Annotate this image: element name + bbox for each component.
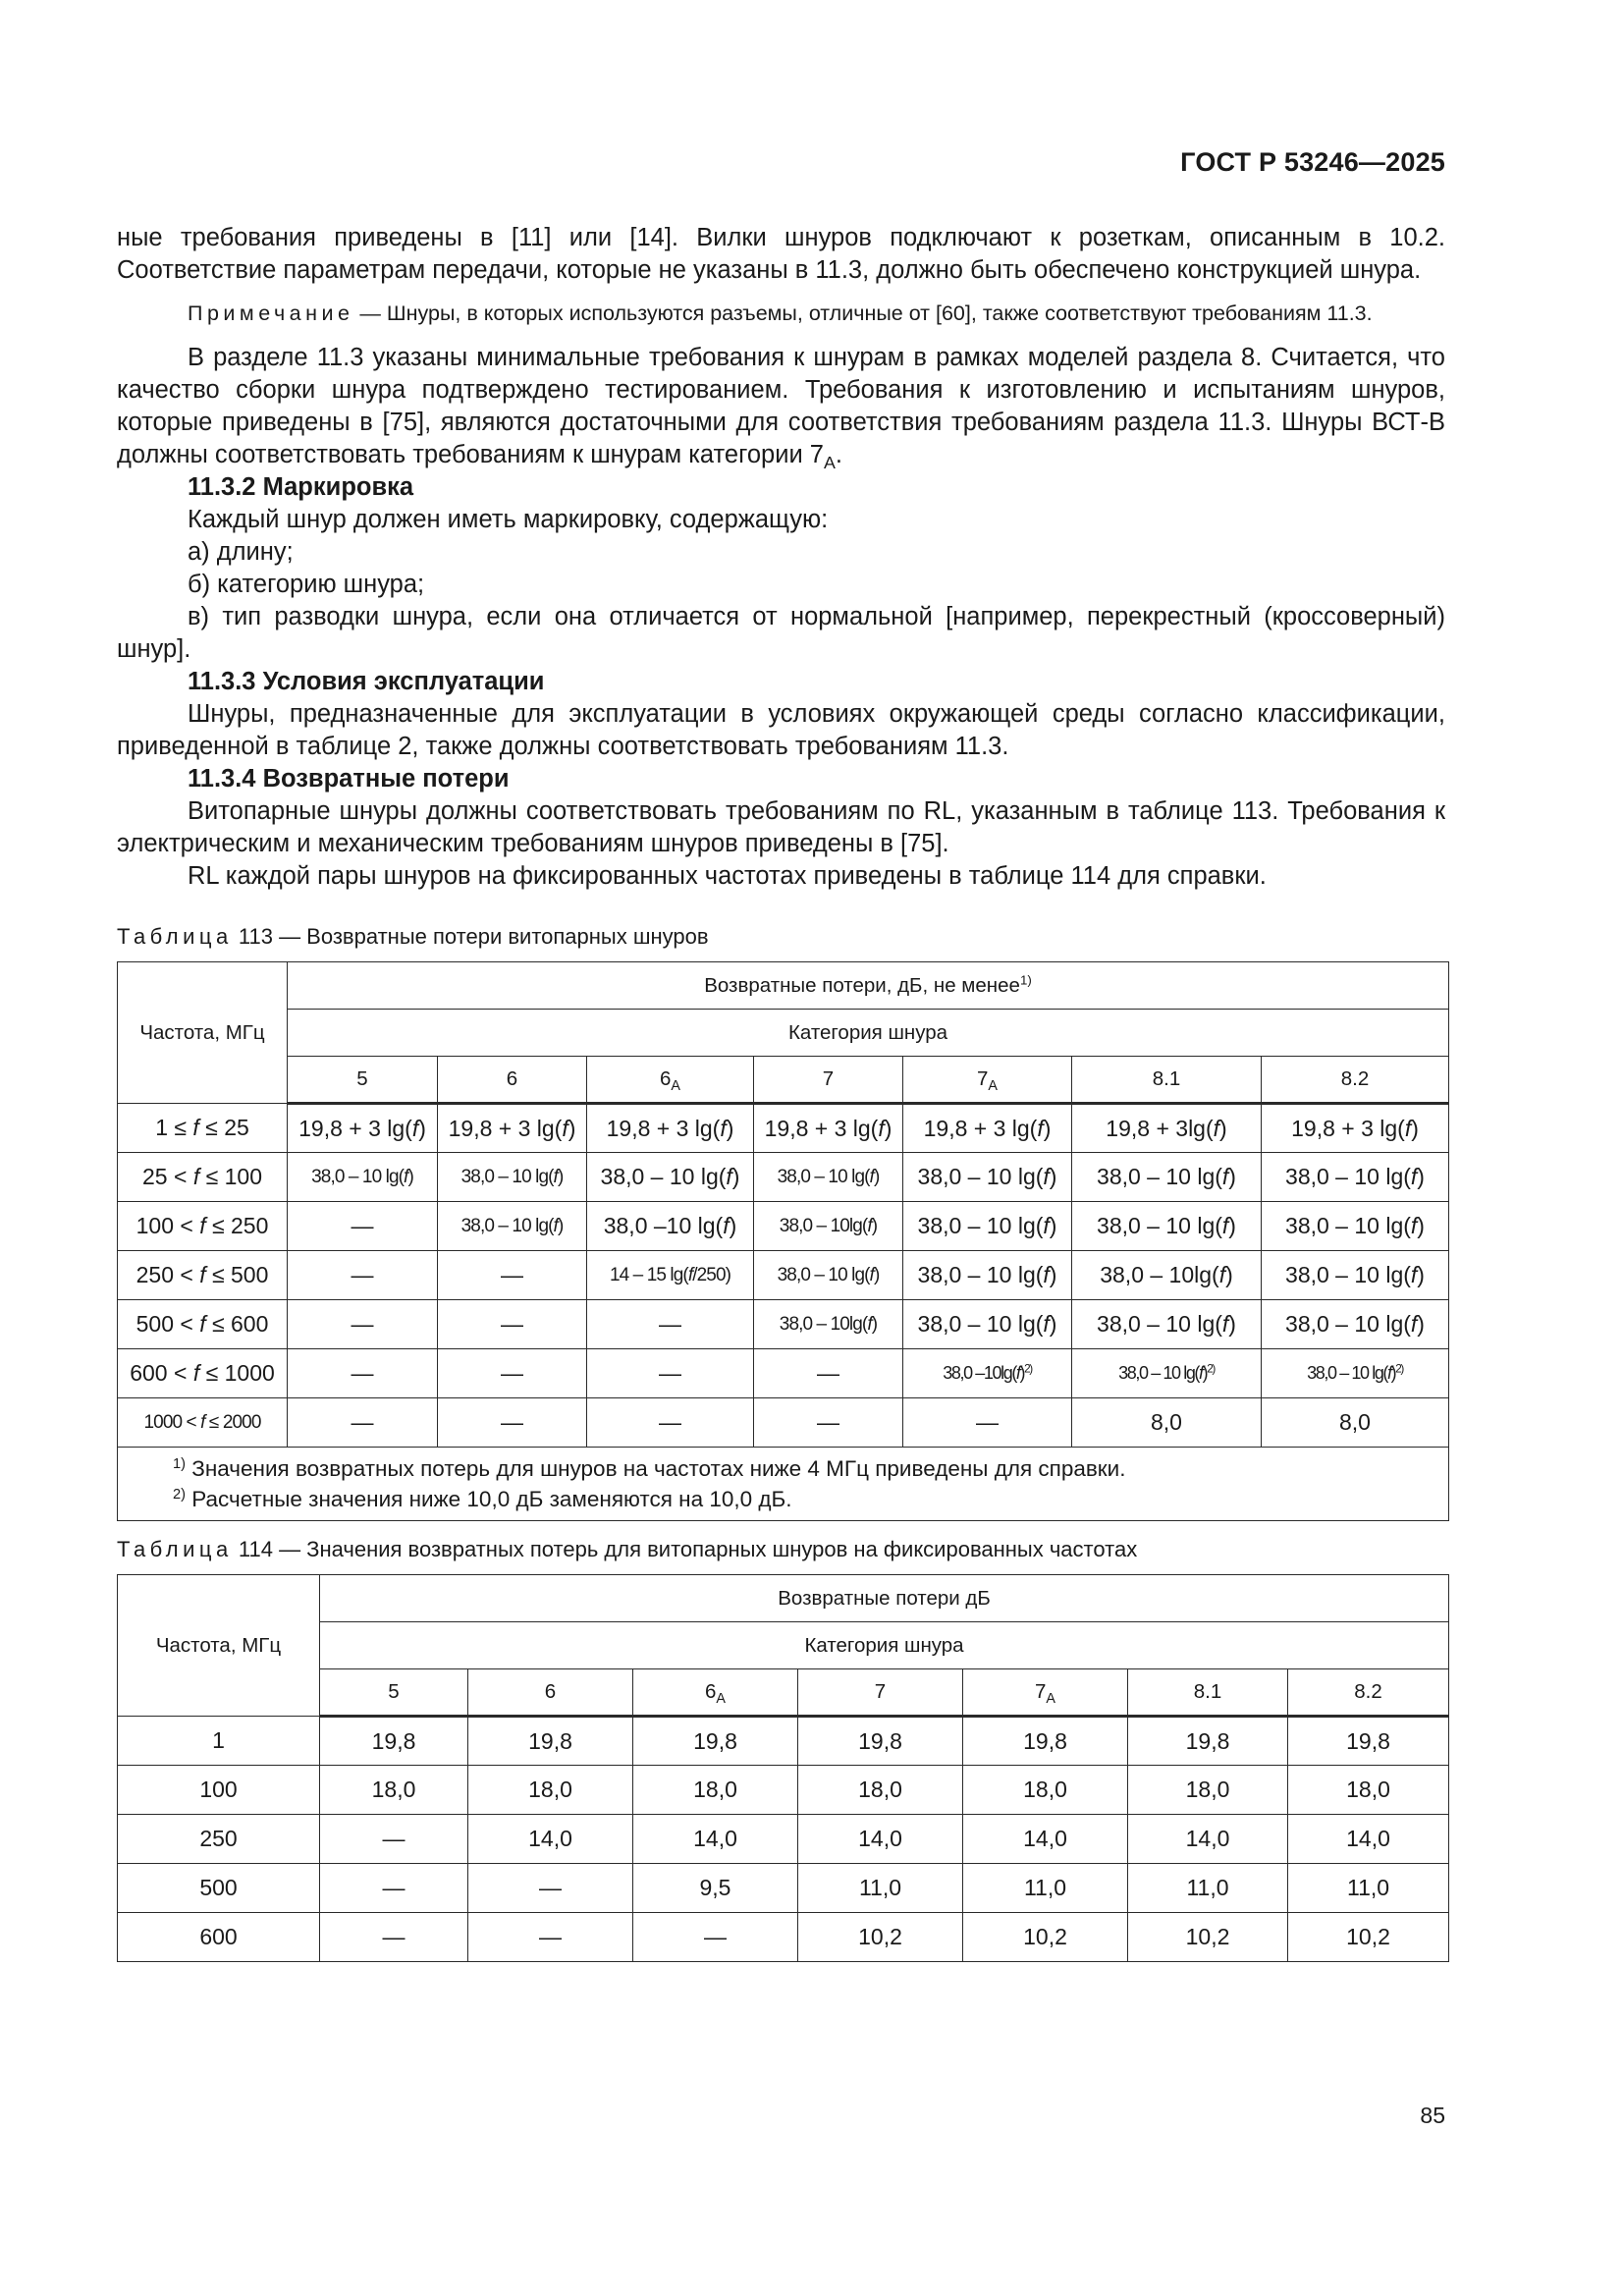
- table-113-header-return-loss-text: Возвратные потери, дБ, не менее: [704, 973, 1020, 997]
- table-113-header-category: Категория шнура: [288, 1010, 1449, 1057]
- formula-text: 19,8 + 3 lg(: [923, 1115, 1038, 1141]
- freq-to: ≤ 100: [199, 1164, 262, 1189]
- freq-var: f: [1221, 1164, 1229, 1189]
- formula-close: ): [1228, 1213, 1236, 1238]
- formula-cell: [587, 1104, 754, 1153]
- formula-text: 19,8 + 3 lg(: [764, 1115, 879, 1141]
- dash-cell: —: [288, 1202, 438, 1251]
- formula-close: ): [568, 1115, 576, 1141]
- formula-cell: [1262, 1300, 1449, 1349]
- freq-var: f: [1043, 1311, 1050, 1337]
- dash-cell: —: [754, 1398, 903, 1448]
- formula-cell: [288, 1153, 438, 1202]
- freq-var: f: [192, 1115, 199, 1140]
- freq-range: [118, 1153, 288, 1202]
- formula-text: 38,0 – 10 lg(: [460, 1166, 554, 1187]
- value-cell: 8,0: [1262, 1398, 1449, 1448]
- table-114-cat-7a: [963, 1669, 1128, 1717]
- table-114-cat-6: 6: [468, 1669, 633, 1717]
- table-114-header-category: Категория шнура: [320, 1622, 1449, 1669]
- note: [117, 299, 1445, 328]
- freq-from: 1 ≤: [155, 1115, 193, 1140]
- dash-cell: —: [754, 1349, 903, 1398]
- freq-cell: 100: [118, 1766, 320, 1815]
- formula-text: 38,0 – 10lg(: [779, 1215, 868, 1236]
- freq-to: ≤ 2000: [204, 1411, 261, 1433]
- freq-var: f: [1404, 1115, 1412, 1141]
- dash-cell: —: [320, 1815, 468, 1864]
- formula-text: 38,0 –10lg(: [943, 1363, 1016, 1383]
- paragraph-operating-conditions: Шнуры, предназначенные для эксплуатации в условиях окружающей среды согласно классификации, приведенной в таблице 2, также должны соответствовать требованиям 11.3.: [117, 700, 1445, 760]
- formula-cell: [438, 1202, 587, 1251]
- formula-text: 38,0 – 10 lg(: [1285, 1262, 1411, 1287]
- freq-range: [118, 1349, 288, 1398]
- formula-close: ): [1049, 1213, 1057, 1238]
- document-id: ГОСТ Р 53246—2025: [1180, 147, 1445, 177]
- formula-close: ): [1219, 1115, 1227, 1141]
- formula-text: 38,0 – 10 lg(: [1285, 1164, 1411, 1189]
- category-subscript: A: [823, 453, 836, 473]
- freq-var: f: [867, 1313, 872, 1335]
- table-113-footnotes-cell: [118, 1448, 1449, 1521]
- formula-cell: [1262, 1104, 1449, 1153]
- freq-var: f: [1043, 1262, 1050, 1287]
- formula-text: 38,0 – 10 lg(: [917, 1213, 1044, 1238]
- formula-cell: [1262, 1349, 1449, 1398]
- table-113-cat-8-2: 8.2: [1262, 1057, 1449, 1104]
- value-cell: 14,0: [1128, 1815, 1288, 1864]
- list-item-b: б) категорию шнура;: [188, 571, 425, 598]
- formula-cell: [288, 1104, 438, 1153]
- value-cell: 10,2: [798, 1913, 963, 1962]
- formula-close: ): [731, 1164, 740, 1189]
- freq-to: ≤ 1000: [199, 1360, 275, 1386]
- table-row: [118, 1202, 1449, 1251]
- freq-cell: 500: [118, 1864, 320, 1913]
- table-114-cat-8-1: 8.1: [1128, 1669, 1288, 1717]
- formula-close: ): [871, 1313, 878, 1335]
- formula-text: 38,0 – 10 lg(: [1118, 1363, 1200, 1383]
- formula-cell: [438, 1104, 587, 1153]
- table-114-cat-5: 5: [320, 1669, 468, 1717]
- formula-cell: [903, 1104, 1072, 1153]
- note-text: — Шнуры, в которых используются разъемы, отличные от [60], также соответствуют требованиям 11.3.: [353, 301, 1373, 325]
- freq-var: f: [1218, 1262, 1226, 1287]
- paragraph-marking: Каждый шнур должен иметь маркировку, содержащую:: [188, 506, 829, 533]
- value-cell: 19,8: [1288, 1717, 1449, 1766]
- formula-close: ): [418, 1115, 426, 1141]
- freq-var: f: [1221, 1311, 1229, 1337]
- formula-close: ): [1411, 1115, 1419, 1141]
- value-cell: 8,0: [1072, 1398, 1262, 1448]
- table-113-cat-8-1: 8.1: [1072, 1057, 1262, 1104]
- formula-tail: /250): [692, 1264, 731, 1285]
- value-cell: 14,0: [1288, 1815, 1449, 1864]
- paragraph-continued: ные требования приведены в [11] или [14]. Вилки шнуров подключают к розеткам, описанным в 10.2. Соответствие параметрам передачи, которые не указаны в 11.3, должно быть обеспечено конструкцией шнура.: [117, 224, 1445, 284]
- formula-close: ): [1417, 1213, 1425, 1238]
- footnote-1: [173, 1453, 1448, 1484]
- formula-close: ): [1202, 1363, 1208, 1383]
- table-114-cat-6a: [633, 1669, 798, 1717]
- formula-close: ): [1019, 1363, 1025, 1383]
- freq-var: f: [867, 1215, 872, 1236]
- page-number: 85: [1420, 2103, 1445, 2128]
- formula-cell: [587, 1251, 754, 1300]
- formula-cell: [903, 1251, 1072, 1300]
- freq-var: f: [878, 1115, 885, 1141]
- formula-text: 38,0 –10 lg(: [603, 1213, 724, 1238]
- table-row: [118, 1717, 1449, 1766]
- table-113-caption-text: 113 — Возвратные потери витопарных шнуров: [232, 924, 709, 949]
- heading-11-3-3: 11.3.3 Условия эксплуатации: [188, 668, 545, 695]
- formula-text: 38,0 – 10 lg(: [311, 1166, 405, 1187]
- formula-cell: [1072, 1104, 1262, 1153]
- formula-close: ): [557, 1215, 564, 1236]
- value-cell: 18,0: [963, 1766, 1128, 1815]
- formula-close: ): [873, 1166, 880, 1187]
- freq-from: 600 <: [130, 1360, 193, 1386]
- dash-cell: —: [468, 1864, 633, 1913]
- freq-var: f: [199, 1262, 206, 1287]
- table-113-caption-label: Таблица: [117, 924, 233, 949]
- formula-close: ): [407, 1166, 413, 1187]
- footnote-ref-2: 2): [1207, 1362, 1215, 1376]
- freq-var: f: [1410, 1164, 1418, 1189]
- table-114-header-frequency: Частота, МГц: [118, 1575, 320, 1717]
- cat-7a-number: 7: [1035, 1680, 1047, 1703]
- freq-cell: 600: [118, 1913, 320, 1962]
- value-cell: 14,0: [633, 1815, 798, 1864]
- formula-cell: [903, 1349, 1072, 1398]
- formula-close: ): [1390, 1363, 1396, 1383]
- freq-from: 25 <: [142, 1164, 193, 1189]
- freq-var: f: [1037, 1115, 1044, 1141]
- freq-var: f: [553, 1166, 558, 1187]
- value-cell: 18,0: [633, 1766, 798, 1815]
- formula-cell: [1072, 1349, 1262, 1398]
- formula-close: ): [1043, 1115, 1052, 1141]
- freq-var: f: [404, 1166, 408, 1187]
- table-row: [118, 1398, 1449, 1448]
- formula-text: 19,8 + 3 lg(: [448, 1115, 563, 1141]
- footnote-2-text: Расчетные значения ниже 10,0 дБ заменяются на 10,0 дБ.: [186, 1487, 792, 1511]
- dash-cell: —: [288, 1300, 438, 1349]
- value-cell: 11,0: [1128, 1864, 1288, 1913]
- note-label: Примечание: [188, 301, 354, 325]
- document-body: [117, 222, 1445, 1962]
- table-114-body: [118, 1717, 1449, 1962]
- table-113-cat-5: 5: [288, 1057, 438, 1104]
- table-114-caption-text: 114 — Значения возвратных потерь для витопарных шнуров на фиксированных частотах: [232, 1537, 1138, 1561]
- value-cell: 10,2: [1128, 1913, 1288, 1962]
- dash-cell: —: [288, 1398, 438, 1448]
- value-cell: 18,0: [1128, 1766, 1288, 1815]
- freq-range: [118, 1251, 288, 1300]
- footnote-ref-2: 2): [1395, 1362, 1403, 1376]
- formula-close: ): [726, 1115, 734, 1141]
- cat-7a-subscript: A: [1046, 1691, 1055, 1708]
- freq-var: f: [726, 1164, 732, 1189]
- formula-close: ): [873, 1264, 880, 1285]
- dash-cell: —: [320, 1913, 468, 1962]
- formula-cell: [903, 1202, 1072, 1251]
- paragraph-end: .: [835, 441, 842, 468]
- formula-cell: [1262, 1202, 1449, 1251]
- freq-to: ≤ 600: [205, 1311, 269, 1337]
- freq-var: f: [1199, 1363, 1203, 1383]
- formula-text: 38,0 – 10 lg(: [777, 1166, 870, 1187]
- formula-cell: [587, 1153, 754, 1202]
- value-cell: 10,2: [963, 1913, 1128, 1962]
- value-cell: 18,0: [320, 1766, 468, 1815]
- heading-11-3-4: 11.3.4 Возвратные потери: [188, 765, 510, 793]
- list-item-a: а) длину;: [188, 538, 294, 566]
- formula-text: 38,0 – 10 lg(: [917, 1164, 1044, 1189]
- table-row: [118, 1251, 1449, 1300]
- freq-var: f: [720, 1115, 727, 1141]
- dash-cell: —: [438, 1398, 587, 1448]
- paragraph-requirements-text: В разделе 11.3 указаны минимальные требования к шнурам в рамках моделей раздела 8. Считается, что качество сборки шнура подтверждено тестированием. Требования к изготовлению и испытаниям шнуров, которые приведены в [75], являются достаточными для соответствия требованиям раздела 11.3. Шнуры ВСТ-В должны соответствовать требованиям к шнурам категории 7: [117, 344, 1445, 468]
- formula-cell: [754, 1202, 903, 1251]
- formula-close: ): [871, 1215, 878, 1236]
- freq-var: f: [723, 1213, 730, 1238]
- formula-text: 38,0 – 10 lg(: [600, 1164, 727, 1189]
- freq-var: f: [1015, 1363, 1020, 1383]
- freq-from: 250 <: [135, 1262, 200, 1287]
- freq-var: f: [411, 1115, 419, 1141]
- formula-cell: [1072, 1202, 1262, 1251]
- table-row: [118, 1766, 1449, 1815]
- formula-cell: [438, 1153, 587, 1202]
- footnote-ref-1: 1): [1019, 972, 1032, 988]
- freq-var: f: [199, 1311, 206, 1337]
- dash-cell: —: [288, 1349, 438, 1398]
- formula-text: 38,0 – 10 lg(: [460, 1215, 554, 1236]
- freq-var: f: [1410, 1262, 1418, 1287]
- dash-cell: —: [320, 1864, 468, 1913]
- value-cell: 9,5: [633, 1864, 798, 1913]
- value-cell: 18,0: [798, 1766, 963, 1815]
- footnote-2: [173, 1484, 1448, 1514]
- formula-close: ): [1417, 1164, 1425, 1189]
- formula-close: ): [1049, 1311, 1057, 1337]
- formula-close: ): [1228, 1311, 1236, 1337]
- table-row: [118, 1864, 1449, 1913]
- table-113-cat-6: 6: [438, 1057, 587, 1104]
- table-113-cat-6a: [587, 1057, 754, 1104]
- cat-7a-subscript: A: [988, 1078, 998, 1095]
- formula-close: ): [729, 1213, 737, 1238]
- dash-cell: —: [438, 1349, 587, 1398]
- freq-from: 1000 <: [143, 1411, 201, 1433]
- paragraph-fixed-frequencies: RL каждой пары шнуров на фиксированных частотах приведены в таблице 114 для справки.: [188, 862, 1267, 890]
- freq-to: ≤ 250: [205, 1213, 269, 1238]
- formula-text: 38,0 – 10 lg(: [1307, 1363, 1388, 1383]
- dash-cell: —: [587, 1300, 754, 1349]
- formula-cell: [1262, 1153, 1449, 1202]
- table-114-cat-7: 7: [798, 1669, 963, 1717]
- footnote-2-mark: 2): [173, 1486, 186, 1503]
- formula-close: ): [557, 1166, 564, 1187]
- freq-to: ≤ 500: [205, 1262, 269, 1287]
- formula-text: 38,0 – 10 lg(: [917, 1311, 1044, 1337]
- value-cell: 18,0: [1288, 1766, 1449, 1815]
- freq-var: f: [1221, 1213, 1229, 1238]
- freq-cell: 250: [118, 1815, 320, 1864]
- freq-var: f: [1213, 1115, 1220, 1141]
- value-cell: 14,0: [468, 1815, 633, 1864]
- table-113-cat-7: 7: [754, 1057, 903, 1104]
- formula-text: 38,0 – 10lg(: [779, 1313, 868, 1335]
- formula-close: ): [1228, 1164, 1236, 1189]
- paragraph-requirements: [117, 342, 1445, 471]
- cat-6a-number: 6: [705, 1680, 717, 1703]
- table-114-header-return-loss: Возвратные потери дБ: [320, 1575, 1449, 1622]
- freq-var: f: [869, 1166, 874, 1187]
- freq-range: [118, 1104, 288, 1153]
- footnote-1-text: Значения возвратных потерь для шнуров на частотах ниже 4 МГц приведены для справки.: [186, 1456, 1126, 1481]
- value-cell: 18,0: [468, 1766, 633, 1815]
- value-cell: 19,8: [320, 1717, 468, 1766]
- value-cell: 14,0: [798, 1815, 963, 1864]
- value-cell: 11,0: [963, 1864, 1128, 1913]
- table-113: [117, 961, 1449, 1521]
- formula-text: 38,0 – 10lg(: [1100, 1262, 1219, 1287]
- table-row: [118, 1349, 1449, 1398]
- formula-cell: [754, 1251, 903, 1300]
- formula-text: 38,0 – 10 lg(: [1285, 1311, 1411, 1337]
- cat-6a-subscript: A: [671, 1078, 680, 1095]
- table-113-footnotes: [118, 1448, 1449, 1521]
- value-cell: 14,0: [963, 1815, 1128, 1864]
- table-row: [118, 1300, 1449, 1349]
- value-cell: 19,8: [798, 1717, 963, 1766]
- freq-var: f: [1043, 1164, 1050, 1189]
- formula-cell: [903, 1153, 1072, 1202]
- formula-cell: [1262, 1251, 1449, 1300]
- cat-7a-number: 7: [977, 1067, 989, 1090]
- dash-cell: —: [587, 1398, 754, 1448]
- table-114-caption: [117, 1535, 1445, 1564]
- table-113-caption: [117, 922, 1445, 952]
- formula-close: ): [1225, 1262, 1233, 1287]
- formula-text: 38,0 – 10 lg(: [1097, 1311, 1222, 1337]
- freq-var: f: [192, 1164, 200, 1189]
- formula-cell: [587, 1202, 754, 1251]
- dash-cell: —: [468, 1913, 633, 1962]
- value-cell: 11,0: [798, 1864, 963, 1913]
- formula-text: 14 – 15 lg(: [609, 1264, 688, 1285]
- formula-text: 38,0 – 10 lg(: [917, 1262, 1044, 1287]
- freq-var: f: [869, 1264, 874, 1285]
- formula-text: 38,0 – 10 lg(: [1097, 1213, 1222, 1238]
- formula-text: 38,0 – 10 lg(: [777, 1264, 870, 1285]
- table-row: [118, 1104, 1449, 1153]
- freq-var: f: [687, 1264, 693, 1285]
- formula-close: ): [1417, 1311, 1425, 1337]
- freq-range: [118, 1300, 288, 1349]
- list-item-c: в) тип разводки шнура, если она отличается от нормальной [например, перекрестный (кроссоверный) шнур].: [117, 603, 1445, 663]
- formula-text: 19,8 + 3lg(: [1106, 1115, 1214, 1141]
- table-113-header-frequency: Частота, МГц: [118, 962, 288, 1104]
- value-cell: 19,8: [633, 1717, 798, 1766]
- freq-from: 100 <: [135, 1213, 200, 1238]
- formula-cell: [903, 1300, 1072, 1349]
- table-113-header-return-loss: [288, 962, 1449, 1010]
- freq-range: [118, 1398, 288, 1448]
- formula-close: ): [1049, 1164, 1057, 1189]
- freq-var: f: [553, 1215, 558, 1236]
- freq-var: f: [200, 1411, 205, 1433]
- formula-close: ): [1417, 1262, 1425, 1287]
- dash-cell: —: [438, 1251, 587, 1300]
- table-114-caption-label: Таблица: [117, 1537, 233, 1561]
- formula-cell: [754, 1104, 903, 1153]
- freq-var: f: [1387, 1363, 1391, 1383]
- freq-var: f: [562, 1115, 568, 1141]
- dash-cell: —: [288, 1251, 438, 1300]
- value-cell: 10,2: [1288, 1913, 1449, 1962]
- dash-cell: —: [587, 1349, 754, 1398]
- freq-var: f: [1410, 1213, 1418, 1238]
- heading-11-3-2: 11.3.2 Маркировка: [188, 473, 414, 501]
- formula-cell: [754, 1153, 903, 1202]
- dash-cell: —: [903, 1398, 1072, 1448]
- cat-6a-number: 6: [660, 1067, 672, 1090]
- formula-cell: [1072, 1153, 1262, 1202]
- dash-cell: —: [633, 1913, 798, 1962]
- formula-text: 38,0 – 10 lg(: [1097, 1164, 1222, 1189]
- table-row: [118, 1153, 1449, 1202]
- value-cell: 19,8: [1128, 1717, 1288, 1766]
- formula-cell: [1072, 1300, 1262, 1349]
- value-cell: 11,0: [1288, 1864, 1449, 1913]
- freq-var: f: [192, 1360, 200, 1386]
- freq-var: f: [1410, 1311, 1418, 1337]
- footnote-1-mark: 1): [173, 1455, 186, 1472]
- formula-text: 19,8 + 3 lg(: [1291, 1115, 1405, 1141]
- formula-text: 38,0 – 10 lg(: [1285, 1213, 1411, 1238]
- formula-text: 19,8 + 3 lg(: [298, 1115, 412, 1141]
- dash-cell: —: [438, 1300, 587, 1349]
- paragraph-return-loss: Витопарные шнуры должны соответствовать требованиям по RL, указанным в таблице 113. Требования к электрическим и механическим требованиям шнуров приведены в [75].: [117, 797, 1445, 857]
- formula-close: ): [884, 1115, 893, 1141]
- freq-var: f: [1043, 1213, 1050, 1238]
- freq-range: [118, 1202, 288, 1251]
- formula-close: ): [1049, 1262, 1057, 1287]
- table-row: [118, 1815, 1449, 1864]
- cat-6a-subscript: A: [716, 1691, 726, 1708]
- formula-cell: [1072, 1251, 1262, 1300]
- formula-text: 19,8 + 3 lg(: [606, 1115, 721, 1141]
- table-row: [118, 1913, 1449, 1962]
- freq-from: 500 <: [135, 1311, 200, 1337]
- table-114-cat-8-2: 8.2: [1288, 1669, 1449, 1717]
- table-113-cat-7a: [903, 1057, 1072, 1104]
- freq-var: f: [199, 1213, 206, 1238]
- footnote-ref-2: 2): [1024, 1362, 1032, 1376]
- table-114: [117, 1574, 1449, 1962]
- formula-cell: [754, 1300, 903, 1349]
- freq-cell: 1: [118, 1717, 320, 1766]
- value-cell: 19,8: [468, 1717, 633, 1766]
- freq-to: ≤ 25: [198, 1115, 249, 1140]
- value-cell: 19,8: [963, 1717, 1128, 1766]
